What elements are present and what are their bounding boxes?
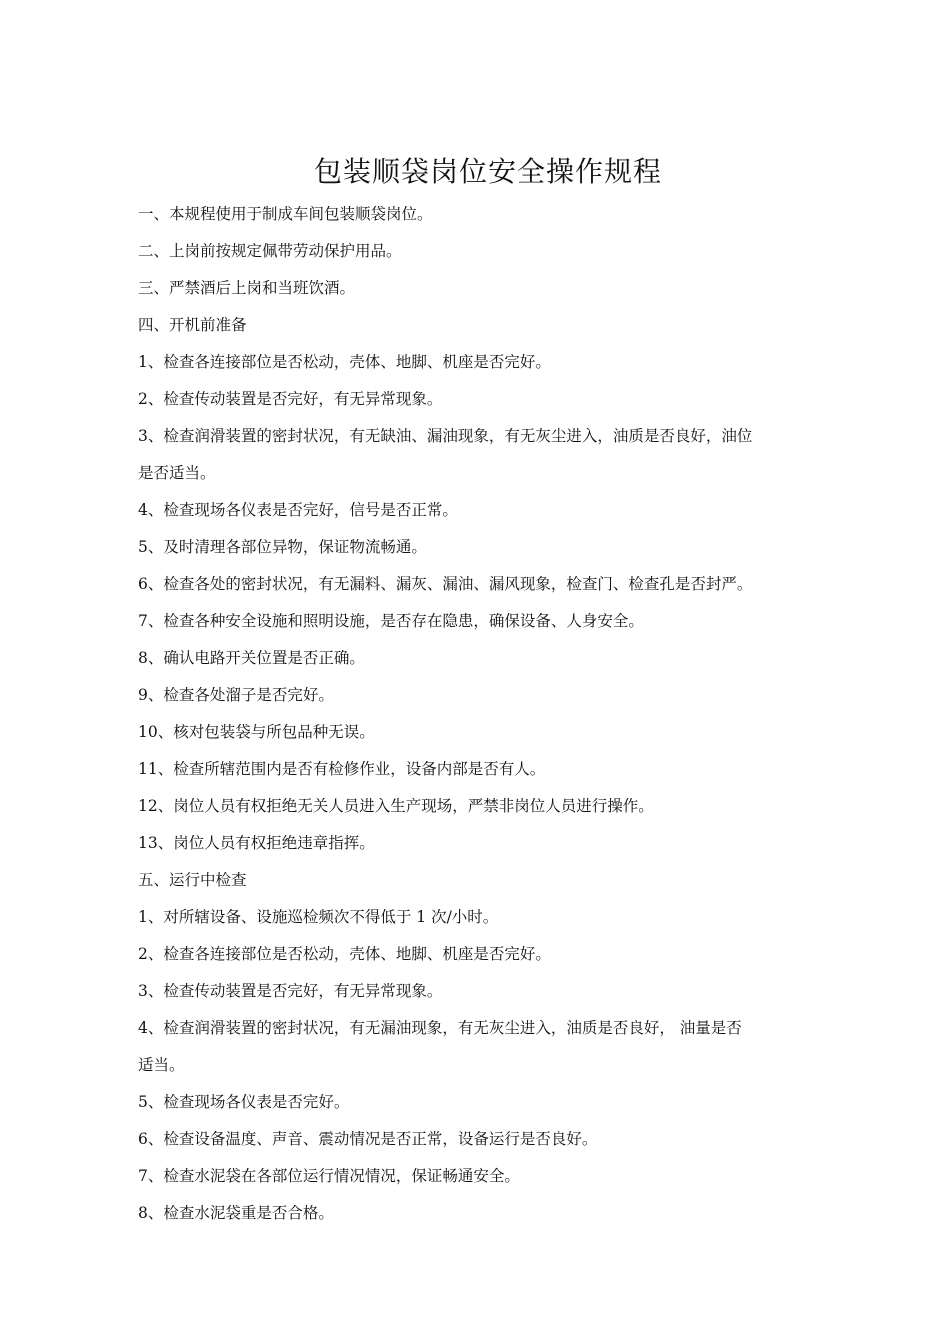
document-body: [138, 196, 838, 1232]
text-line: 7、检查水泥袋在各部位运行情况情况，保证畅通安全。: [138, 1167, 520, 1185]
document-title: 包装顺袋岗位安全操作规程: [313, 155, 662, 188]
text-line: 10、核对包装袋与所包品种无误。: [138, 723, 375, 741]
text-line: 二、上岗前按规定佩带劳动保护用品。: [138, 242, 402, 260]
text-line: 3、检查润滑装置的密封状况，有无缺油、漏油现象，有无灰尘进入，油质是否良好，油位: [138, 427, 753, 445]
text-line: 12、岗位人员有权拒绝无关人员进入生产现场，严禁非岗位人员进行操作。: [138, 797, 654, 815]
text-line: 一、本规程使用于制成车间包装顺袋岗位。: [138, 205, 433, 223]
text-line: 11、检查所辖范围内是否有检修作业，设备内部是否有人。: [138, 760, 546, 778]
section-heading: 五、运行中检查: [138, 871, 247, 889]
text-line: 1、检查各连接部位是否松动，壳体、地脚、机座是否完好。: [138, 353, 551, 371]
text-line: 4、检查润滑装置的密封状况，有无漏油现象，有无灰尘进入，油质是否良好， 油量是否: [138, 1019, 742, 1037]
text-line: 2、检查传动装置是否完好，有无异常现象。: [138, 390, 443, 408]
text-line: 8、检查水泥袋重是否合格。: [138, 1204, 334, 1222]
text-line: 4、检查现场各仪表是否完好，信号是否正常。: [138, 501, 458, 519]
text-line: 是否适当。: [138, 464, 216, 482]
text-line: 2、检查各连接部位是否松动，壳体、地脚、机座是否完好。: [138, 945, 551, 963]
text-line: 13、岗位人员有权拒绝违章指挥。: [138, 834, 375, 852]
text-line: 6、检查各处的密封状况，有无漏料、漏灰、漏油、漏风现象，检查门、检查孔是否封严。: [138, 575, 753, 593]
text-line: 6、检查设备温度、声音、震动情况是否正常，设备运行是否良好。: [138, 1130, 598, 1148]
text-line: 适当。: [138, 1056, 185, 1074]
text-line: 9、检查各处溜子是否完好。: [138, 686, 334, 704]
text-line: 1、对所辖设备、设施巡检频次不得低于 1 次/小时。: [138, 908, 499, 926]
text-line: 8、确认电路开关位置是否正确。: [138, 649, 365, 667]
text-line: 3、检查传动装置是否完好，有无异常现象。: [138, 982, 443, 1000]
section-heading: 四、开机前准备: [138, 316, 247, 334]
text-line: 三、严禁酒后上岗和当班饮酒。: [138, 279, 356, 297]
text-line: 5、检查现场各仪表是否完好。: [138, 1093, 350, 1111]
text-line: 5、及时清理各部位异物，保证物流畅通。: [138, 538, 427, 556]
text-line: 7、检查各种安全设施和照明设施，是否存在隐患，确保设备、人身安全。: [138, 612, 644, 630]
